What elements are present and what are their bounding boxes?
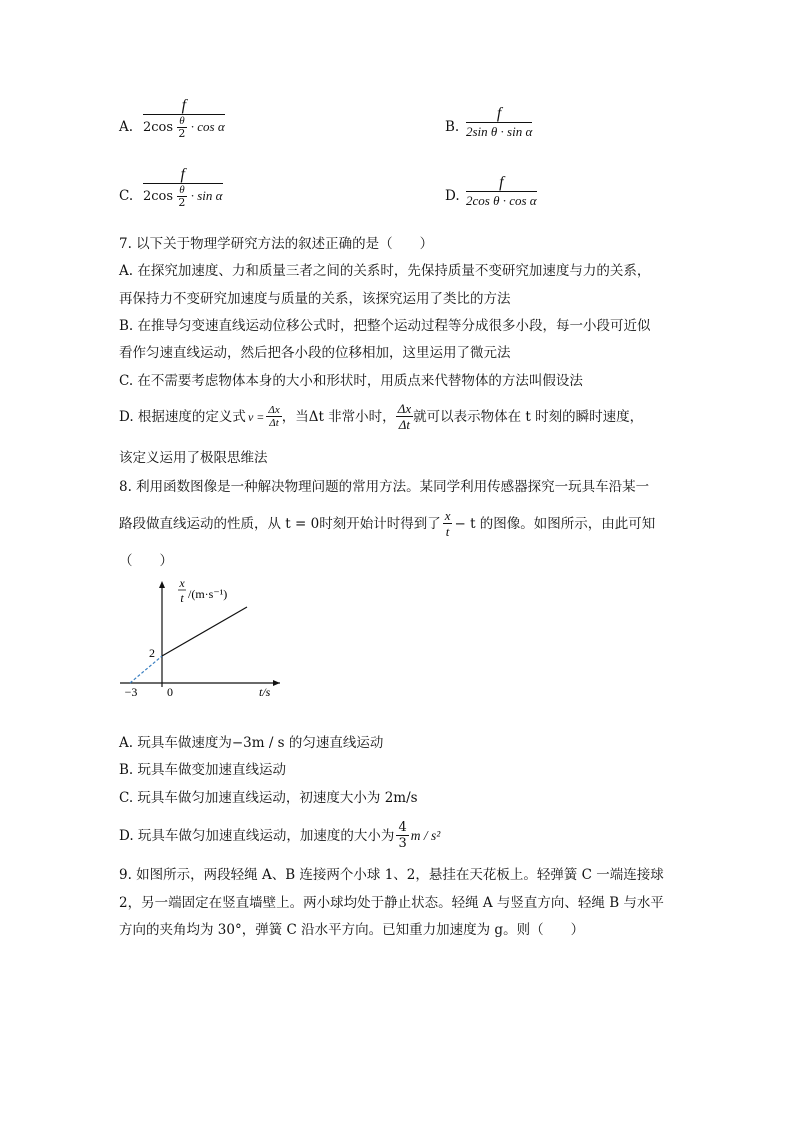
option-c-numerator: f <box>143 167 223 184</box>
q7-d-frac2-num: Δx <box>397 401 412 416</box>
option-b-numerator: f <box>466 106 532 123</box>
option-a-label: A. <box>119 119 134 135</box>
option-b-denominator: 2sin θ · sin α <box>466 124 533 139</box>
option-a-den-pre: 2cos <box>143 120 174 135</box>
option-c-formula <box>143 167 223 209</box>
dashed-extension-line <box>130 656 162 683</box>
q7-stem: 7. 以下关于物理学研究方法的叙述正确的是（ ） <box>119 236 434 252</box>
q8-d-frac-num: 4 <box>398 820 407 835</box>
q8-stem2-frac-den: t <box>445 524 450 539</box>
q8-option-a: A. 玩具车做速度为−3m / s 的匀速直线运动 <box>119 735 384 751</box>
q7-d-frac2-den: Δt <box>398 417 411 432</box>
option-d-formula <box>466 175 537 210</box>
x-axis-arrow <box>273 680 280 686</box>
option-c-den-post: · sin α <box>190 188 223 203</box>
option-c-den-pre: 2cos <box>143 189 174 204</box>
q9-line3: 方向的夹角均为 30°，弹簧 C 沿水平方向。已知重力加速度为 g。则（ ） <box>119 922 585 938</box>
q7-option-b-line1: B. 在推导匀变速直线运动位移公式时，把整个运动过程等分成很多小段，每一小段可近似 <box>119 318 651 334</box>
q8-graph <box>115 575 285 700</box>
option-c-theta: θ <box>179 184 185 196</box>
q7-option-a-line1: A. 在探究加速度、力和质量三者之间的关系时，先保持质量不变研究加速度与力的关系， <box>119 263 651 279</box>
x-tick-neg3: −3 <box>124 685 138 699</box>
q7-d-post: 就可以表示物体在 t 时刻的瞬时速度， <box>413 408 644 425</box>
option-b-formula <box>466 106 532 141</box>
q7-option-d-line1 <box>119 401 643 432</box>
y-axis-arrow <box>159 581 165 588</box>
q8-stem-line2 <box>119 508 655 539</box>
q9-line1: 9. 如图所示，两段轻绳 A、B 连接两个小球 1、2，悬挂在天花板上。轻弹簧 C 一端连接球 <box>119 867 664 883</box>
option-a-formula <box>143 98 225 140</box>
q7-option-a-line2: 再保持力不变研究加速度与质量的关系，该探究运用了类比的方法 <box>119 291 511 307</box>
q8-d-post: m / s² <box>410 827 441 843</box>
q8-stem2-pre: 路段做直线运动的性质，从 t = 0时刻开始计时得到了 <box>119 515 441 532</box>
y-label-unit: /(m·s⁻¹) <box>188 587 228 601</box>
y-tick-2: 2 <box>149 646 155 660</box>
y-label-num: x <box>179 576 185 590</box>
q7-option-c: C. 在不需要考虑物体本身的大小和形状时，用质点来代替物体的方法叫假设法 <box>119 373 583 389</box>
graph-line <box>162 607 247 656</box>
q8-option-b: B. 玩具车做变加速直线运动 <box>119 762 287 778</box>
x-axis-label: t/s <box>259 685 271 699</box>
q8-stem2-frac-num: x <box>444 508 451 523</box>
option-d-numerator: f <box>466 175 537 192</box>
q9-line2: 2，另一端固定在竖直墙壁上。两小球均处于静止状态。轻绳 A 与竖直方向、轻绳 B 与水平 <box>119 895 664 911</box>
q7-option-b-line2: 看作匀速直线运动，然后把各小段的位移相加，这里运用了微元法 <box>119 345 511 361</box>
option-d-denominator: 2cos θ · cos α <box>466 193 537 208</box>
option-a-numerator: f <box>143 98 225 115</box>
option-a-theta: θ <box>179 115 185 127</box>
q8-option-c: C. 玩具车做匀加速直线运动，初速度大小为 2m/s <box>119 790 418 806</box>
q7-d-pre: D. 根据速度的定义式 <box>119 408 246 425</box>
y-label-den: t <box>180 591 184 605</box>
origin-label: 0 <box>167 685 173 699</box>
option-a-two: 2 <box>178 127 186 140</box>
q7-d-mid: ，当Δt 非常小时， <box>281 408 396 425</box>
option-c-two: 2 <box>178 196 186 209</box>
q7-d-frac-num: Δx <box>268 404 280 416</box>
q7-d-frac-den: Δt <box>269 417 279 429</box>
q8-d-frac-den: 3 <box>398 836 407 851</box>
q8-d-pre: D. 玩具车做匀加速直线运动，加速度的大小为 <box>119 827 395 844</box>
option-c-label: C. <box>119 188 134 204</box>
q8-answer-paren: （ ） <box>119 553 173 569</box>
option-d-label: D. <box>445 188 460 204</box>
q7-d-v: v = <box>247 409 265 424</box>
q8-option-d <box>119 820 440 851</box>
q7-option-d-line2: 该定义运用了极限思维法 <box>119 450 268 466</box>
option-b-label: B. <box>445 119 460 135</box>
q8-stem2-post: − t 的图像。如图所示，由此可知 <box>454 515 656 532</box>
q8-stem-line1: 8. 利用函数图像是一种解决物理问题的常用方法。某同学利用传感器探究一玩具车沿某一 <box>119 479 650 495</box>
option-a-den-post: · cos α <box>190 119 225 134</box>
